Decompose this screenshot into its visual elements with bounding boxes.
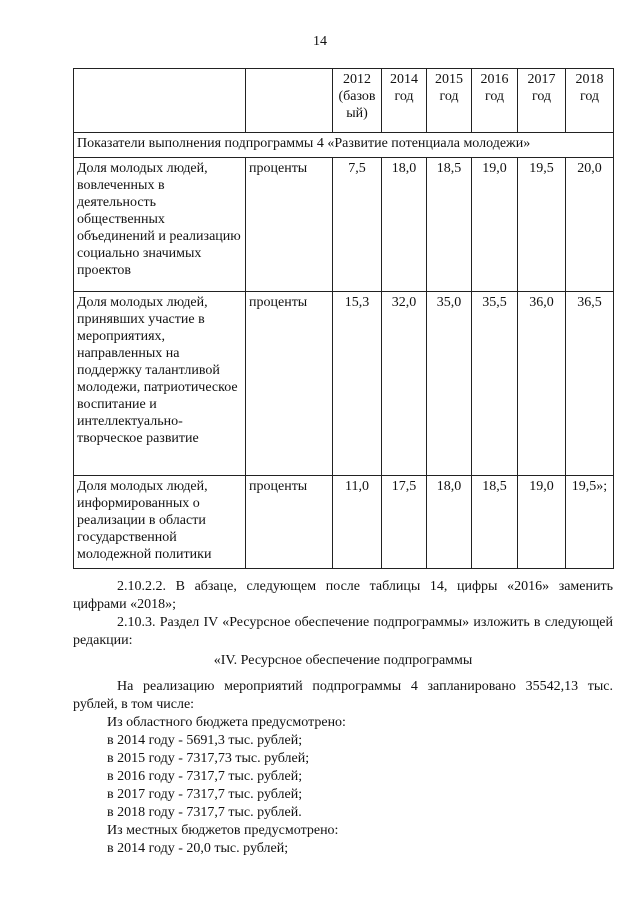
page-number: 14 (313, 34, 327, 49)
unit-cell: проценты (246, 292, 333, 476)
value-cell: 19,0 (518, 476, 566, 569)
value-cell: 18,0 (427, 476, 472, 569)
indicators-table (73, 68, 614, 569)
header-year-cell: 2012 (базов ый) (333, 69, 382, 133)
value-cell: 19,0 (472, 158, 518, 292)
header-year-cell: 2017 год (518, 69, 566, 133)
value-cell: 32,0 (382, 292, 427, 476)
list-item: в 2014 году - 20,0 тыс. рублей; (107, 841, 289, 856)
amendment-text (73, 578, 613, 858)
list-item: в 2018 году - 7317,7 тыс. рублей. (107, 805, 302, 820)
list-item: в 2017 году - 7317,7 тыс. рублей; (107, 787, 303, 802)
table-row (74, 476, 614, 569)
value-cell: 18,5 (472, 476, 518, 569)
indicator-name: Доля молодых людей, вовлеченных в деятельность общественных объединений и реализацию социально значимых проектов (74, 158, 246, 292)
value-cell: 7,5 (333, 158, 382, 292)
table-row (74, 292, 614, 476)
unit-cell: проценты (246, 158, 333, 292)
section-heading: «IV. Ресурсное обеспечение подпрограммы (213, 653, 473, 668)
value-cell: 36,5 (566, 292, 614, 476)
table-row (74, 158, 614, 292)
section-row (74, 133, 614, 158)
header-blank-name (74, 69, 246, 133)
value-cell: 11,0 (333, 476, 382, 569)
local-budget-intro: Из местных бюджетов предусмотрено: (107, 823, 339, 838)
funding-paragraph: На реализацию мероприятий подпрограммы 4 запланировано 35542,13 тыс. рублей, в том числе: (73, 679, 613, 712)
value-cell: 36,0 (518, 292, 566, 476)
value-cell: 18,5 (427, 158, 472, 292)
list-item: в 2015 году - 7317,73 тыс. рублей; (107, 751, 310, 766)
amendment-paragraph: 2.10.2.2. В абзаце, следующем после таблицы 14, цифры «2016» заменить цифрами «2018»; (73, 579, 613, 612)
header-year-cell: 2016 год (472, 69, 518, 133)
section-title: Показатели выполнения подпрограммы 4 «Развитие потенциала молодежи» (74, 133, 614, 158)
value-cell: 35,5 (472, 292, 518, 476)
value-cell: 17,5 (382, 476, 427, 569)
indicator-name: Доля молодых людей, принявших участие в мероприятиях, направленных на поддержку талантливой молодежи, патриотическое воспитание и интеллектуально-творческое развитие (74, 292, 246, 476)
list-item: в 2014 году - 5691,3 тыс. рублей; (107, 733, 303, 748)
list-item: в 2016 году - 7317,7 тыс. рублей; (107, 769, 303, 784)
value-cell: 18,0 (382, 158, 427, 292)
value-cell: 15,3 (333, 292, 382, 476)
header-year-cell: 2018 год (566, 69, 614, 133)
value-cell: 19,5 (518, 158, 566, 292)
amendment-paragraph: 2.10.3. Раздел IV «Ресурсное обеспечение подпрограммы» изложить в следующей редакции: (73, 615, 613, 648)
header-year-cell: 2015 год (427, 69, 472, 133)
value-cell: 20,0 (566, 158, 614, 292)
indicator-name: Доля молодых людей, информированных о реализации в области государственной молодежной политики (74, 476, 246, 569)
header-blank-unit (246, 69, 333, 133)
unit-cell: проценты (246, 476, 333, 569)
value-cell: 19,5»; (566, 476, 614, 569)
regional-budget-intro: Из областного бюджета предусмотрено: (107, 715, 346, 730)
table-header-row (74, 69, 614, 133)
value-cell: 35,0 (427, 292, 472, 476)
header-year-cell: 2014 год (382, 69, 427, 133)
